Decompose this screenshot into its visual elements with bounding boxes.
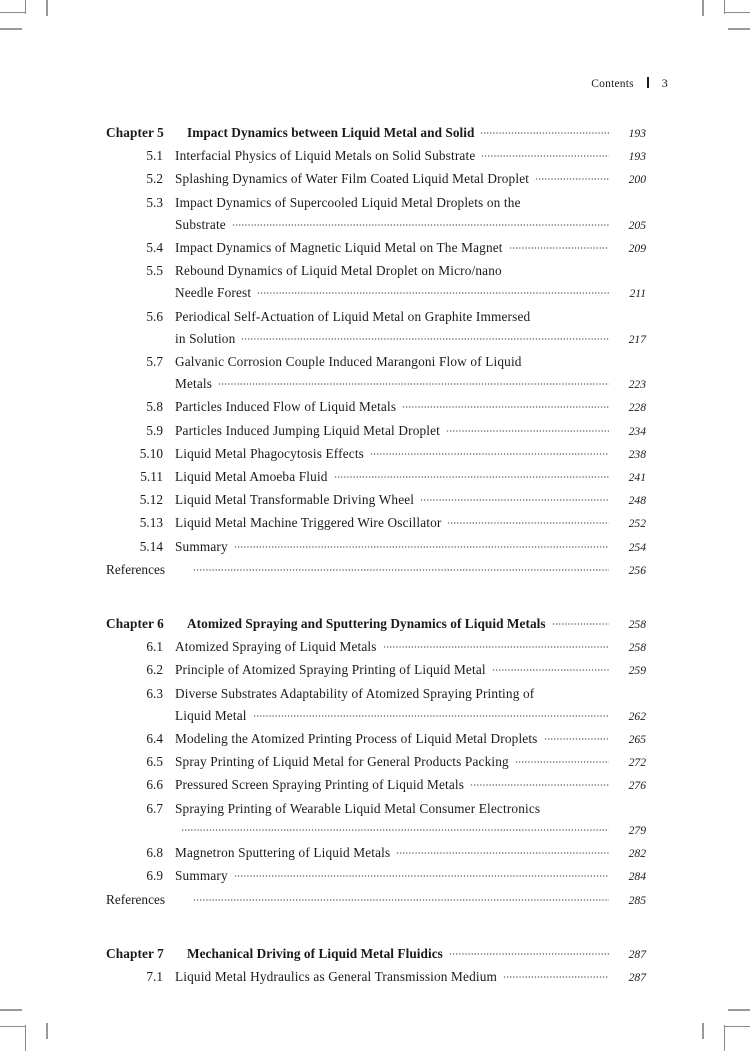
toc-section-entry[interactable] xyxy=(106,536,646,559)
dot-leader xyxy=(232,215,609,229)
dot-leader xyxy=(334,467,609,481)
dot-leader xyxy=(402,397,609,411)
section-title: Magnetron Sputtering of Liquid Metals xyxy=(175,845,391,861)
page-number: 276 xyxy=(628,779,646,793)
toc-section-entry-wrap[interactable] xyxy=(106,683,646,705)
section-title: Summary xyxy=(175,868,228,884)
section-number: 5.11 xyxy=(140,469,163,485)
page-number: 248 xyxy=(628,494,646,508)
section-title: Interfacial Physics of Liquid Metals on Solid Substrate xyxy=(175,148,476,164)
dot-leader xyxy=(449,944,609,958)
chapter-title: Impact Dynamics between Liquid Metal and Solid xyxy=(187,125,475,140)
dot-leader xyxy=(193,560,609,574)
toc-section-entry[interactable] xyxy=(106,966,646,989)
toc-section-entry[interactable] xyxy=(106,237,646,260)
crop-mark-top-right xyxy=(660,0,750,90)
dot-leader xyxy=(528,352,609,366)
section-number: 6.5 xyxy=(146,754,163,770)
dot-leader xyxy=(181,820,609,834)
page-number: 272 xyxy=(628,756,646,770)
toc-chapter-entry[interactable] xyxy=(106,122,646,145)
chapter-spacer xyxy=(106,582,646,613)
toc-section-entry-wrap[interactable] xyxy=(106,306,646,328)
crop-mark-vertical-tick xyxy=(46,1023,48,1039)
crop-mark-bottom-left xyxy=(0,949,90,1039)
section-number: 5.5 xyxy=(146,263,163,279)
section-number: 5.12 xyxy=(139,492,163,508)
section-title: Particles Induced Flow of Liquid Metals xyxy=(175,399,397,415)
dot-leader xyxy=(370,444,609,458)
page-number: 238 xyxy=(628,447,646,461)
toc-references-entry[interactable] xyxy=(106,889,646,912)
section-number: 6.4 xyxy=(146,731,163,747)
dot-leader xyxy=(420,490,609,504)
section-title: Substrate xyxy=(175,216,226,232)
toc-section-entry[interactable] xyxy=(106,214,646,237)
toc-references-entry[interactable] xyxy=(106,559,646,582)
section-number: 6.2 xyxy=(146,662,163,678)
page-number: 254 xyxy=(628,540,646,554)
section-title: Liquid Metal Phagocytosis Effects xyxy=(175,445,364,461)
section-number: 5.14 xyxy=(139,538,163,554)
section-title: Summary xyxy=(175,538,228,554)
dot-leader xyxy=(508,261,609,275)
crop-mark-horizontal-rule xyxy=(724,12,750,13)
section-title: Impact Dynamics of Supercooled Liquid Metal Droplets on the xyxy=(175,194,521,210)
page-number: 211 xyxy=(629,287,646,301)
section-number: 6.7 xyxy=(146,800,163,816)
toc-section-entry-wrap[interactable] xyxy=(106,260,646,282)
dot-leader xyxy=(481,146,609,160)
section-number: 5.2 xyxy=(146,171,163,187)
page-number: 223 xyxy=(628,378,646,392)
dot-leader xyxy=(515,752,609,766)
section-title: Liquid Metal Machine Triggered Wire Oscillator xyxy=(175,515,442,531)
section-title: Galvanic Corrosion Couple Induced Marangoni Flow of Liquid xyxy=(175,354,522,370)
dot-leader xyxy=(552,614,609,628)
toc-section-entry[interactable] xyxy=(106,145,646,168)
chapter-title: Mechanical Driving of Liquid Metal Fluidics xyxy=(187,945,443,961)
dot-leader xyxy=(546,799,609,813)
section-title: in Solution xyxy=(175,330,236,346)
page-number: 262 xyxy=(628,709,646,723)
chapter-block xyxy=(106,943,646,989)
chapter-block xyxy=(106,122,646,582)
toc-section-entry[interactable] xyxy=(106,820,646,842)
section-title: Splashing Dynamics of Water Film Coated Liquid Metal Droplet xyxy=(175,171,530,187)
toc-chapter-entry[interactable] xyxy=(106,943,646,966)
page-number: 258 xyxy=(628,641,646,655)
toc-section-entry[interactable] xyxy=(106,774,646,797)
dot-leader xyxy=(234,537,609,551)
toc-section-entry[interactable] xyxy=(106,842,646,865)
section-title: Principle of Atomized Spraying Printing of Liquid Metal xyxy=(175,662,486,678)
page-number: 287 xyxy=(628,970,646,984)
page-number: 256 xyxy=(628,563,646,577)
page-number: 200 xyxy=(628,173,646,187)
dot-leader xyxy=(383,637,609,651)
toc-section-entry[interactable] xyxy=(106,512,646,535)
toc-section-entry-wrap[interactable] xyxy=(106,192,646,214)
crop-mark-horizontal-rule xyxy=(0,12,26,13)
toc-section-entry-wrap[interactable] xyxy=(106,798,646,820)
toc-section-entry[interactable] xyxy=(106,168,646,191)
section-title: Liquid Metal Amoeba Fluid xyxy=(175,469,328,485)
section-number: 5.1 xyxy=(146,148,163,164)
dot-leader xyxy=(253,706,609,720)
running-head-label: Contents xyxy=(591,78,634,90)
dot-leader xyxy=(470,775,609,789)
crop-mark-horizontal-tick xyxy=(0,1009,22,1011)
crop-mark-horizontal-rule xyxy=(0,1026,26,1027)
page-number: 265 xyxy=(628,733,646,747)
crop-mark-vertical-rule xyxy=(25,1025,26,1051)
section-title: Particles Induced Jumping Liquid Metal Droplet xyxy=(175,422,441,438)
references-label: References xyxy=(106,561,166,577)
chapter-label: Chapter 5 xyxy=(106,125,164,140)
dot-leader xyxy=(540,684,609,698)
section-title: Liquid Metal xyxy=(175,707,247,723)
page-number: 241 xyxy=(628,471,646,485)
section-title: Modeling the Atomized Printing Process of Liquid Metal Droplets xyxy=(175,731,538,747)
toc-section-entry[interactable] xyxy=(106,659,646,682)
page-number: 205 xyxy=(628,218,646,232)
crop-mark-horizontal-tick xyxy=(728,28,750,30)
section-title: Periodical Self-Actuation of Liquid Metal on Graphite Immersed xyxy=(175,308,531,324)
section-number: 5.10 xyxy=(139,445,163,461)
page-number: 284 xyxy=(628,870,646,884)
toc-section-entry-wrap[interactable] xyxy=(106,351,646,373)
page-number: 234 xyxy=(628,424,646,438)
section-title: Rebound Dynamics of Liquid Metal Droplet on Micro/nano xyxy=(175,263,502,279)
section-title: Diverse Substrates Adaptability of Atomized Spraying Printing of xyxy=(175,685,535,701)
dot-leader xyxy=(396,843,609,857)
section-number: 6.8 xyxy=(146,845,163,861)
running-head xyxy=(0,76,668,91)
toc-section-entry[interactable] xyxy=(106,751,646,774)
section-title: Pressured Screen Spraying Printing of Liquid Metals xyxy=(175,777,465,793)
page-number: 258 xyxy=(628,618,646,632)
section-title: Needle Forest xyxy=(175,285,252,301)
dot-leader xyxy=(234,866,609,880)
section-title: Liquid Metal Transformable Driving Wheel xyxy=(175,492,415,508)
page-number: 209 xyxy=(628,242,646,256)
toc-section-entry[interactable] xyxy=(106,636,646,659)
section-number: 6.3 xyxy=(146,685,163,701)
crop-mark-vertical-rule xyxy=(724,1025,725,1051)
crop-mark-vertical-tick xyxy=(702,1023,704,1039)
toc-section-entry[interactable] xyxy=(106,443,646,466)
dot-leader xyxy=(503,967,609,981)
section-number: 5.7 xyxy=(146,354,163,370)
crop-mark-horizontal-rule xyxy=(724,1026,750,1027)
page-number: 279 xyxy=(628,823,646,837)
page-number: 287 xyxy=(628,947,646,961)
section-number: 6.6 xyxy=(146,777,163,793)
section-number: 6.1 xyxy=(146,639,163,655)
page-number: 217 xyxy=(628,332,646,346)
section-number: 5.9 xyxy=(146,422,163,438)
section-title: Spraying Printing of Wearable Liquid Metal Consumer Electronics xyxy=(175,800,541,816)
dot-leader xyxy=(480,123,609,137)
section-number: 5.13 xyxy=(139,515,163,531)
chapter-label: Chapter 7 xyxy=(106,945,164,961)
section-title: Metals xyxy=(175,376,213,392)
chapter-spacer xyxy=(106,912,646,943)
chapter-block xyxy=(106,613,646,912)
toc-section-entry[interactable] xyxy=(106,705,646,728)
toc-section-entry[interactable] xyxy=(106,489,646,512)
table-of-contents xyxy=(106,122,646,989)
section-number: 5.3 xyxy=(146,194,163,210)
page-number: 193 xyxy=(628,150,646,164)
dot-leader xyxy=(509,238,609,252)
dot-leader xyxy=(536,307,609,321)
page-number: 282 xyxy=(628,847,646,861)
section-number: 5.8 xyxy=(146,399,163,415)
dot-leader xyxy=(527,193,609,207)
toc-section-entry[interactable] xyxy=(106,396,646,419)
dot-leader xyxy=(446,421,609,435)
chapter-label: Chapter 6 xyxy=(106,616,164,632)
section-number: 7.1 xyxy=(146,968,163,984)
crop-mark-horizontal-tick xyxy=(728,1009,750,1011)
dot-leader xyxy=(257,283,609,297)
crop-mark-bottom-right xyxy=(660,949,750,1039)
references-label: References xyxy=(106,891,166,907)
section-title: Impact Dynamics of Magnetic Liquid Metal on The Magnet xyxy=(175,240,503,256)
toc-section-entry[interactable] xyxy=(106,466,646,489)
crop-mark-horizontal-tick xyxy=(0,28,22,30)
running-head-separator-rule xyxy=(647,77,649,88)
dot-leader xyxy=(544,729,609,743)
page-number: 228 xyxy=(628,401,646,415)
toc-chapter-entry[interactable] xyxy=(106,613,646,636)
dot-leader xyxy=(492,660,609,674)
toc-section-entry[interactable] xyxy=(106,865,646,888)
section-number: 5.6 xyxy=(146,308,163,324)
dot-leader xyxy=(193,890,609,904)
section-title: Liquid Metal Hydraulics as General Transmission Medium xyxy=(175,968,498,984)
toc-section-entry[interactable] xyxy=(106,282,646,305)
crop-mark-vertical-tick xyxy=(46,0,48,16)
toc-section-entry[interactable] xyxy=(106,328,646,351)
section-title: Spray Printing of Liquid Metal for General Products Packing xyxy=(175,754,509,770)
dot-leader xyxy=(218,374,609,388)
dot-leader xyxy=(535,169,609,183)
section-number: 6.9 xyxy=(146,868,163,884)
toc-section-entry[interactable] xyxy=(106,420,646,443)
section-title: Atomized Spraying of Liquid Metals xyxy=(175,639,377,655)
page-number: 193 xyxy=(628,127,646,140)
crop-mark-vertical-tick xyxy=(702,0,704,16)
page-number: 252 xyxy=(628,517,646,531)
dot-leader xyxy=(447,513,609,527)
page-number: 259 xyxy=(628,664,646,678)
chapter-title: Atomized Spraying and Sputtering Dynamics of Liquid Metals xyxy=(187,616,546,632)
toc-section-entry[interactable] xyxy=(106,728,646,751)
folio-page-number: 3 xyxy=(661,76,668,90)
dot-leader xyxy=(241,329,609,343)
toc-section-entry[interactable] xyxy=(106,373,646,396)
section-number: 5.4 xyxy=(146,240,163,256)
page-number: 285 xyxy=(628,893,646,907)
